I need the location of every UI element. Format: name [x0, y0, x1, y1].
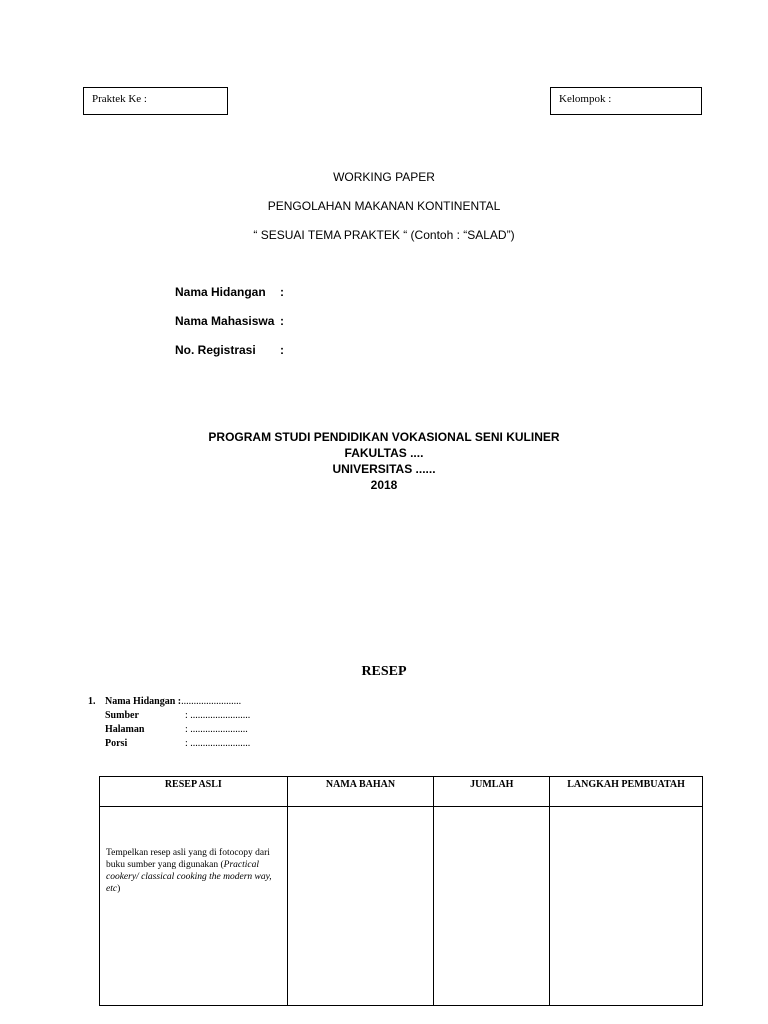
list-item — [88, 709, 250, 723]
recipe-value: ........................ — [181, 696, 242, 707]
col-header-jumlah: JUMLAH — [434, 777, 550, 807]
org-university: UNIVERSITAS ...... — [332, 462, 436, 476]
recipe-label: Porsi — [105, 738, 128, 749]
field-no-registrasi — [175, 343, 284, 357]
recipe-value: : ....................... — [185, 724, 248, 735]
list-item — [88, 695, 250, 709]
jumlah-cell — [434, 807, 550, 1006]
recipe-info-list — [88, 695, 250, 751]
organization-block — [0, 429, 768, 493]
title-theme: “ SESUAI TEMA PRAKTEK “ (Contoh : “SALAD”) — [253, 228, 515, 242]
col-header-nama-bahan: NAMA BAHAN — [287, 777, 434, 807]
praktek-ke-box — [83, 87, 228, 115]
title-course: PENGOLAHAN MAKANAN KONTINENTAL — [267, 199, 501, 213]
col-header-langkah: LANGKAH PEMBUATAH — [550, 777, 703, 807]
field-label: Nama Hidangan — [175, 285, 266, 299]
list-item — [88, 723, 250, 737]
field-nama-hidangan — [175, 285, 284, 299]
org-faculty: FAKULTAS .... — [344, 446, 424, 460]
recipe-table — [99, 776, 703, 1006]
kelompok-box — [550, 87, 702, 115]
recipe-value: : ........................ — [185, 710, 251, 721]
field-separator: : — [280, 314, 284, 328]
recipe-label: Nama Hidangan : — [105, 696, 182, 707]
col-header-resep-asli: RESEP ASLI — [100, 777, 288, 807]
recipe-label: Halaman — [105, 724, 145, 735]
table-header-row — [100, 777, 703, 807]
paste-instruction-end: ) — [117, 884, 121, 894]
recipe-label: Sumber — [105, 710, 139, 721]
recipe-value: : ........................ — [185, 738, 251, 749]
kelompok-label: Kelompok : — [559, 93, 612, 105]
resep-asli-cell — [100, 807, 288, 1006]
field-separator: : — [280, 343, 284, 357]
org-year: 2018 — [370, 478, 398, 492]
field-nama-mahasiswa — [175, 314, 284, 328]
list-item — [88, 737, 250, 751]
paste-instruction: Tempelkan resep asli yang di fotocopy dari buku sumber yang digunakan ( — [106, 848, 270, 870]
paste-instruction-sources: Practical cookery/ classical cooking the modern way, etc — [106, 860, 272, 894]
table-row — [100, 807, 703, 1006]
field-separator: : — [280, 285, 284, 299]
org-program: PROGRAM STUDI PENDIDIKAN VOKASIONAL SENI KULINER — [208, 430, 560, 444]
praktek-ke-label: Praktek Ke : — [92, 93, 147, 105]
field-label: No. Registrasi — [175, 343, 256, 357]
title-working-paper: WORKING PAPER — [333, 170, 435, 184]
resep-title: RESEP — [361, 664, 407, 679]
nama-bahan-cell — [287, 807, 434, 1006]
field-label: Nama Mahasiswa — [175, 314, 275, 328]
langkah-cell — [550, 807, 703, 1006]
list-number: 1. — [88, 696, 96, 707]
